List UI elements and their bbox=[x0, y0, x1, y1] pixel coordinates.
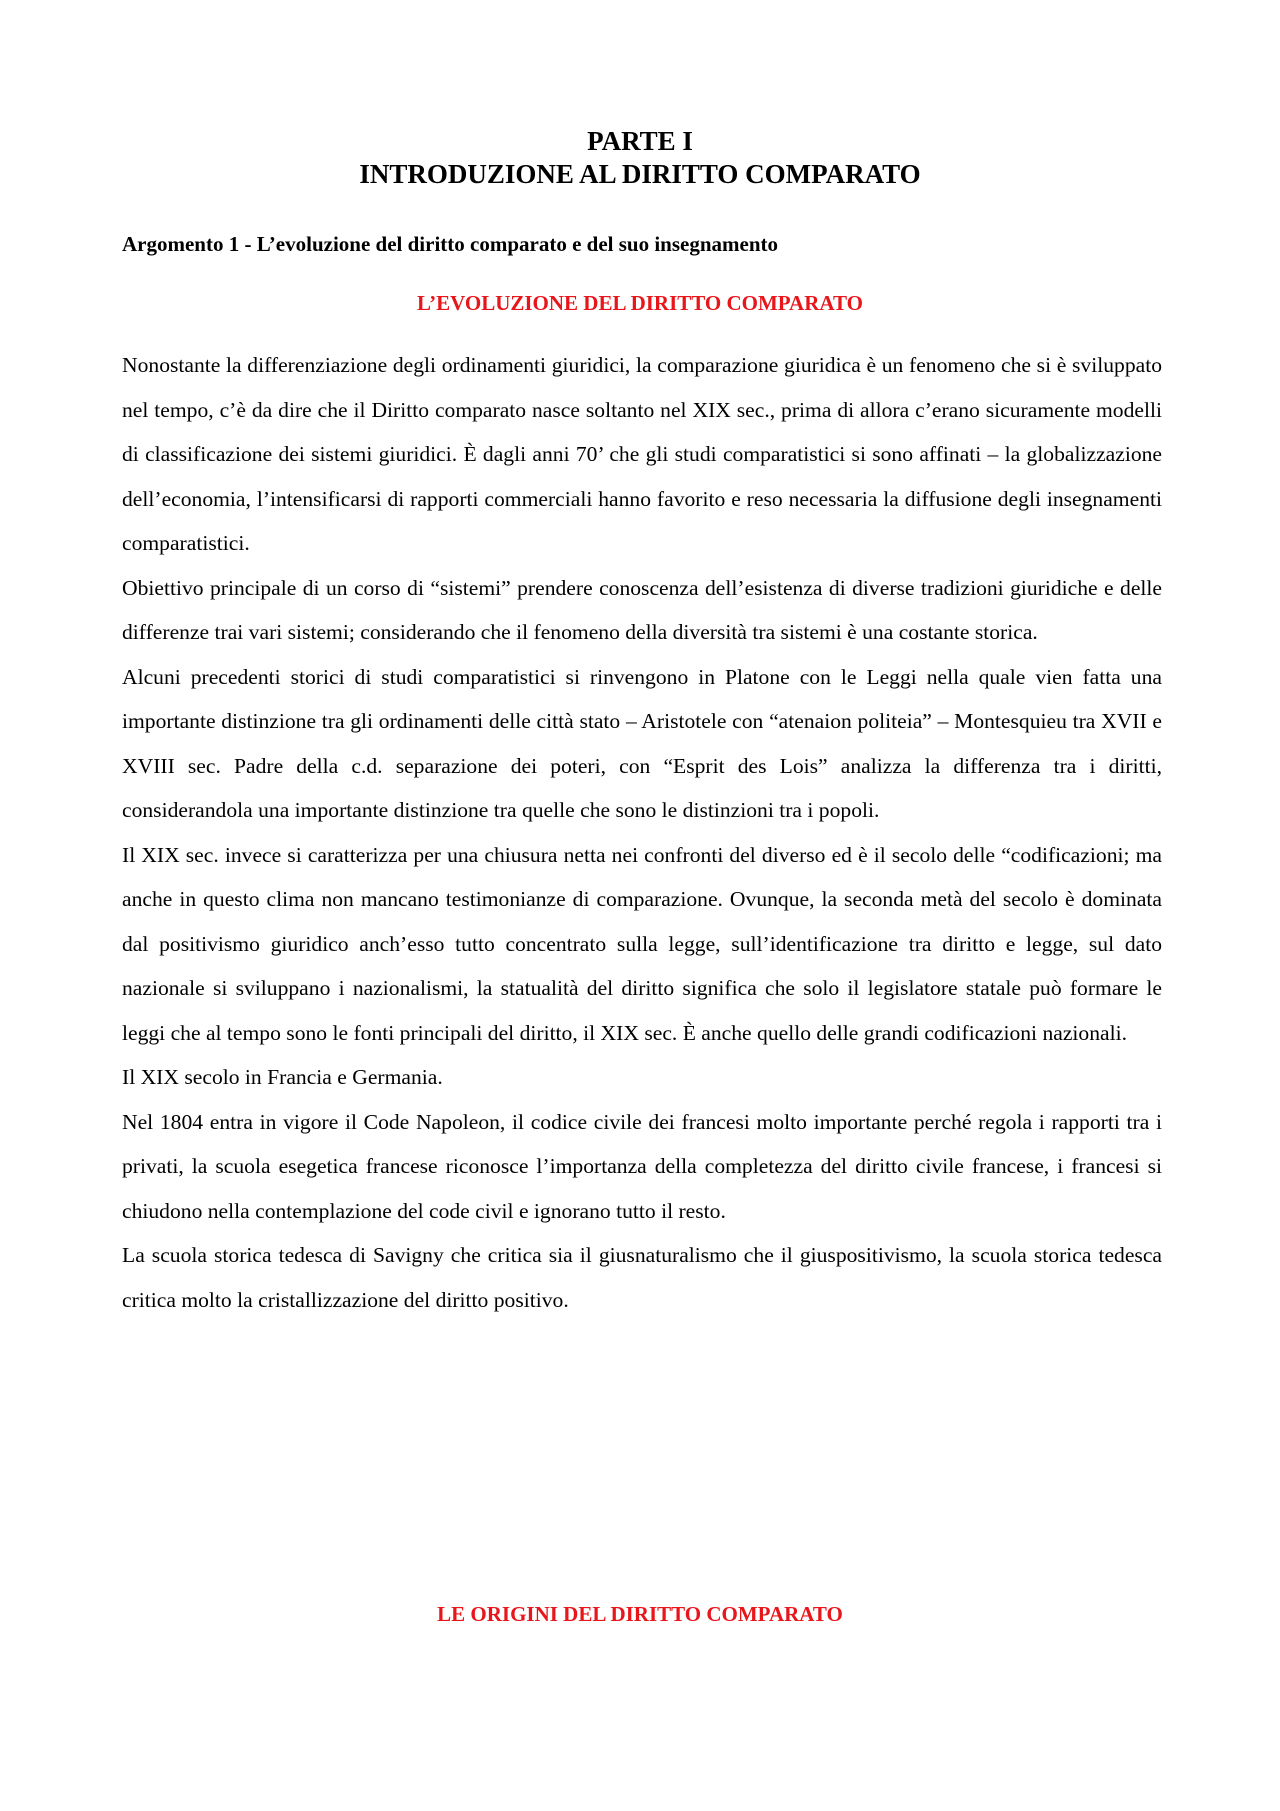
paragraph: Il XIX secolo in Francia e Germania. bbox=[122, 1065, 443, 1089]
part-label: PARTE I bbox=[587, 126, 693, 156]
paragraph: Nel 1804 entra in vigore il Code Napoleon, il codice civile dei francesi molto importante perché regola i rapporti tra i privati, la scuola esegetica francese riconosce l’importanza della completezza del diritto civile francese, i francesi si chiudono nella contemplazione del code civil e ignorano tutto il resto. bbox=[122, 1109, 1162, 1223]
paragraph: Obiettivo principale di un corso di “sistemi” prendere conoscenza dell’esistenza di diverse tradizioni giuridiche e delle differenze trai vari sistemi; considerando che il fenomeno della diversità tra sistemi è una costante storica. bbox=[122, 575, 1162, 644]
body-text bbox=[122, 343, 1162, 1322]
section-title-origini: LE ORIGINI DEL DIRITTO COMPARATO bbox=[437, 1602, 843, 1626]
paragraph: La scuola storica tedesca di Savigny che critica sia il giusnaturalismo che il giuspositivismo, la scuola storica tedesca critica molto la cristallizzazione del diritto positivo. bbox=[122, 1243, 1162, 1312]
paragraph: Alcuni precedenti storici di studi comparatistici si rinvengono in Platone con le Leggi nella quale vien fatta una importante distinzione tra gli ordinamenti delle città stato – Aristotele con “atenaion politeia” – Montesquieu tra XVII e XVIII sec. Padre della c.d. separazione dei poteri, con “Esprit des Lois” analizza la differenza tra i diritti, considerandola una importante distinzione tra quelle che sono le distinzioni tra i popoli. bbox=[122, 664, 1162, 822]
paragraph: Nonostante la differenziazione degli ordinamenti giuridici, la comparazione giuridica è un fenomeno che si è sviluppato nel tempo, c’è da dire che il Diritto comparato nasce soltanto nel XIX sec., prima di allora c’erano sicuramente modelli di classificazione dei sistemi giuridici. È dagli anni 70’ che gli studi comparatistici si sono affinati – la globalizzazione dell’economia, l’intensificarsi di rapporti commerciali hanno favorito e reso necessaria la diffusione degli insegnamenti comparatistici. bbox=[122, 353, 1162, 555]
topic-heading: Argomento 1 - L’evoluzione del diritto comparato e del suo insegnamento bbox=[122, 232, 779, 256]
part-title: INTRODUZIONE AL DIRITTO COMPARATO bbox=[359, 159, 921, 189]
paragraph: Il XIX sec. invece si caratterizza per una chiusura netta nei confronti del diverso ed è il secolo delle “codificazioni; ma anche in questo clima non mancano testimonianze di comparazione. Ovunque, la seconda metà del secolo è dominata dal positivismo giuridico anch’esso tutto concentrato sulla legge, sull’identificazione tra diritto e legge, sul dato nazionale si sviluppano i nazionalismi, la statualità del diritto significa che solo il legislatore statale può formare le leggi che al tempo sono le fonti principali del diritto, il XIX sec. È anche quello delle grandi codificazioni nazionali. bbox=[122, 842, 1162, 1045]
section-title-evoluzione: L’EVOLUZIONE DEL DIRITTO COMPARATO bbox=[417, 291, 863, 315]
